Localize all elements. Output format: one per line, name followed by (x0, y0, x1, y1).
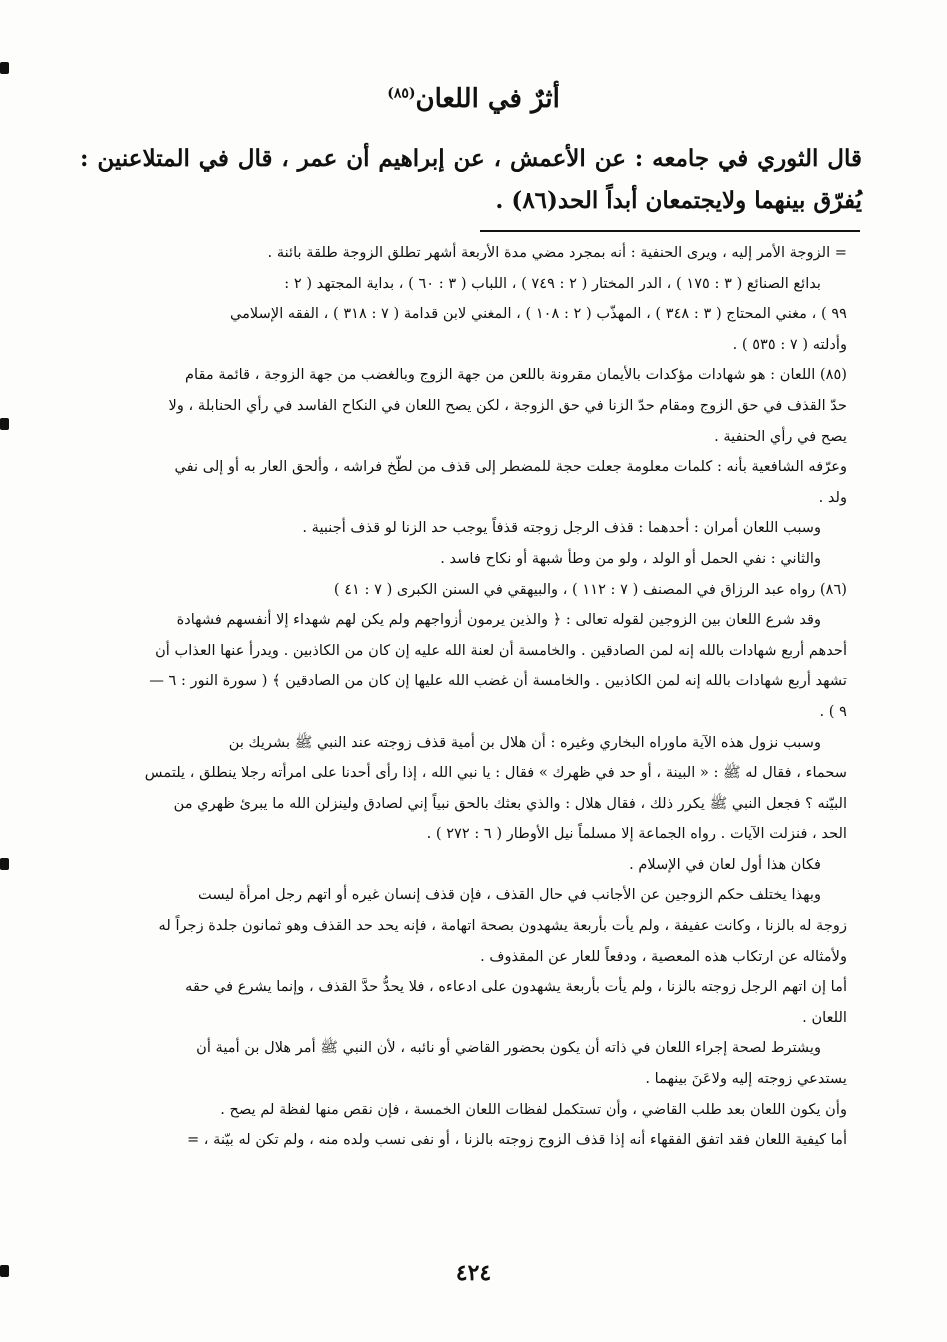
footnote-line: وأدلته ( ٧ : ٥٣٥ ) . (732, 335, 847, 353)
footnote-line: وسبب اللعان أمران : أحدهما : قذف الرجل زوجته قذفاً يوجب حد الزنا لو قذف أجنبية . (302, 519, 821, 537)
scan-edge-mark (0, 62, 9, 74)
footnotes (92, 238, 847, 1156)
footnote-line: اللعان . (802, 1008, 847, 1026)
footnote-line: أما كيفية اللعان فقد اتفق الفقهاء أنه إذا قذف الزوج زوجته بالزنا ، أو نفى نسب ولده منه ، ولم تكن له بيّنة ، = (186, 1131, 847, 1149)
footnote-line: بدائع الصنائع ( ٣ : ١٧٥ ) ، الدر المختار ( ٢ : ٧٤٩ ) ، اللباب ( ٣ : ٦٠ ) ، بداية المجتهد ( ٢ : (284, 274, 821, 292)
footnote-line: فكان هذا أول لعان في الإسلام . (629, 855, 821, 873)
footnote-line: يستدعي زوجته إليه ولاعَنَ بينهما . (645, 1070, 847, 1088)
footnote-line: ٩٩ ) ، مغني المحتاج ( ٣ : ٣٤٨ ) ، المهذّب ( ٢ : ١٠٨ ) ، المغني لابن قدامة ( ٧ : ٣١٨ ) ، الفقه الإسلامي (229, 305, 847, 323)
footnote-line: أحدهم أربع شهادات بالله إنه لمن الصادقين . والخامسة أن لعنة الله عليه إن كان من الكاذبين . ويدرأ عنها العذاب أن (155, 641, 847, 659)
footnote-line: ٩ ) . (819, 702, 847, 720)
footnote-line: الحد ، فنزلت الآيات . رواه الجماعة إلا مسلماً نيل الأوطار ( ٦ : ٢٧٢ ) . (426, 825, 847, 843)
footnote-line: وسبب نزول هذه الآية ماوراه البخاري وغيره : أن هلال بن أمية قذف زوجته عند النبي ﷺ بشريك بن (228, 733, 821, 751)
footnote-divider (480, 230, 860, 232)
footnote-line: حدّ القذف في حق الزوج ومقام حدّ الزنا في حق الزوجة ، لكن يصح اللعان في النكاح الفاسد في رأي الحنابلة ، ولا (168, 396, 847, 414)
footnote-line: وبهذا يختلف حكم الزوجين عن الأجانب في حال القذف ، فإن قذف إنسان غيره أو اتهم رجل امرأة ليست (198, 886, 821, 904)
scan-edge-mark (0, 418, 9, 430)
footnote-line: والثاني : نفي الحمل أو الولد ، ولو من وطأ شبهة أو نكاح فاسد . (440, 549, 821, 567)
footnote-line: البيّنه ؟ فجعل النبي ﷺ يكرر ذلك ، فقال هلال : والذي بعثك بالحق نبياً إني لصادق ولينزلن الله ما يبرئ ظهري من (173, 794, 847, 812)
footnote-line: وقد شرع اللعان بين الزوجين لقوله تعالى : ﴿ والذين يرمون أزواجهم ولم يكن لهم شهداء إلا أنفسهم فشهادة (176, 611, 821, 629)
page-title (0, 84, 947, 114)
title-footnote-ref: (٨٥) (387, 85, 416, 102)
title-text: أثرٌ في اللعان (415, 84, 560, 114)
footnote-line: يصح في رأي الحنفية . (714, 427, 847, 445)
footnote-line: سحماء ، فقال له ﷺ : « البينة ، أو حد في ظهرك » فقال : يا نبي الله ، إذا رأى أحدنا على امرأته رجلا ينطلق ، يلتمس (144, 764, 847, 782)
footnote-line: تشهد أربع شهادات بالله إنه لمن الكاذبين . والخامسة أن غضب الله عليها إن كان من الصادقين ﴾ ( سورة النور : ٦ — (149, 672, 847, 690)
footnote-line: ويشترط لصحة إجراء اللعان في ذاته أن يكون بحضور القاضي أو نائبه ، لأن النبي ﷺ أمر هلال بن أمية أن (196, 1039, 821, 1057)
footnote-line: ولأمثاله عن ارتكاب هذه المعصية ، ودفعاً للعار عن المقذوف . (480, 947, 847, 965)
footnote-line: = الزوجة الأمر إليه ، ويرى الحنفية : أنه بمجرد مضي مدة الأربعة أشهر تطلق الزوجة طلقة بائنة . (267, 244, 847, 261)
footnote-line: (٨٥) اللعان : هو شهادات مؤكدات بالأيمان مقرونة باللعن من جهة الزوج وبالغضب من جهة الزوجة ، قائمة مقام (185, 366, 847, 384)
footnote-line: زوجة له بالزنا ، وكانت عفيفة ، ولم يأت بأربعة يشهدون بصحة اتهامة ، فإنه يحد حد القذف وهو ثمانون جلدة زجراً له (158, 917, 847, 935)
footnote-line: وأن يكون اللعان بعد طلب القاضي ، وأن تستكمل لفظات اللعان الخمسة ، فإن نقص منها لفظة لم يصح . (220, 1100, 847, 1118)
page-number: ٤٢٤ (455, 1260, 492, 1286)
footnote-line: (٨٦) رواه عبد الرزاق في المصنف ( ٧ : ١١٢ ) ، والبيهقي في السنن الكبرى ( ٧ : ٤١ ) (333, 580, 847, 598)
footnote-line: ولد . (818, 488, 847, 506)
main-text: قال الثوري في جامعه : عن الأعمش ، عن إبراهيم أن عمر ، قال في المتلاعنين : يُفرّق بينهما ولايجتمعان أبداً الحد(٨٦) . (80, 145, 862, 214)
footnote-line: وعرّفه الشافعية بأنه : كلمات معلومة جعلت حجة للمضطر إلى قذف من لطّخ فراشه ، وألحق العار به أو إلى نفي (174, 458, 847, 476)
footnote-line: أما إن اتهم الرجل زوجته بالزنا ، ولم يأت بأربعة يشهدون على ادعاءه ، فلا يحدُّ حدَّ القذف ، وإنما يشرع في حقه (185, 978, 847, 996)
scan-edge-mark (0, 858, 9, 870)
